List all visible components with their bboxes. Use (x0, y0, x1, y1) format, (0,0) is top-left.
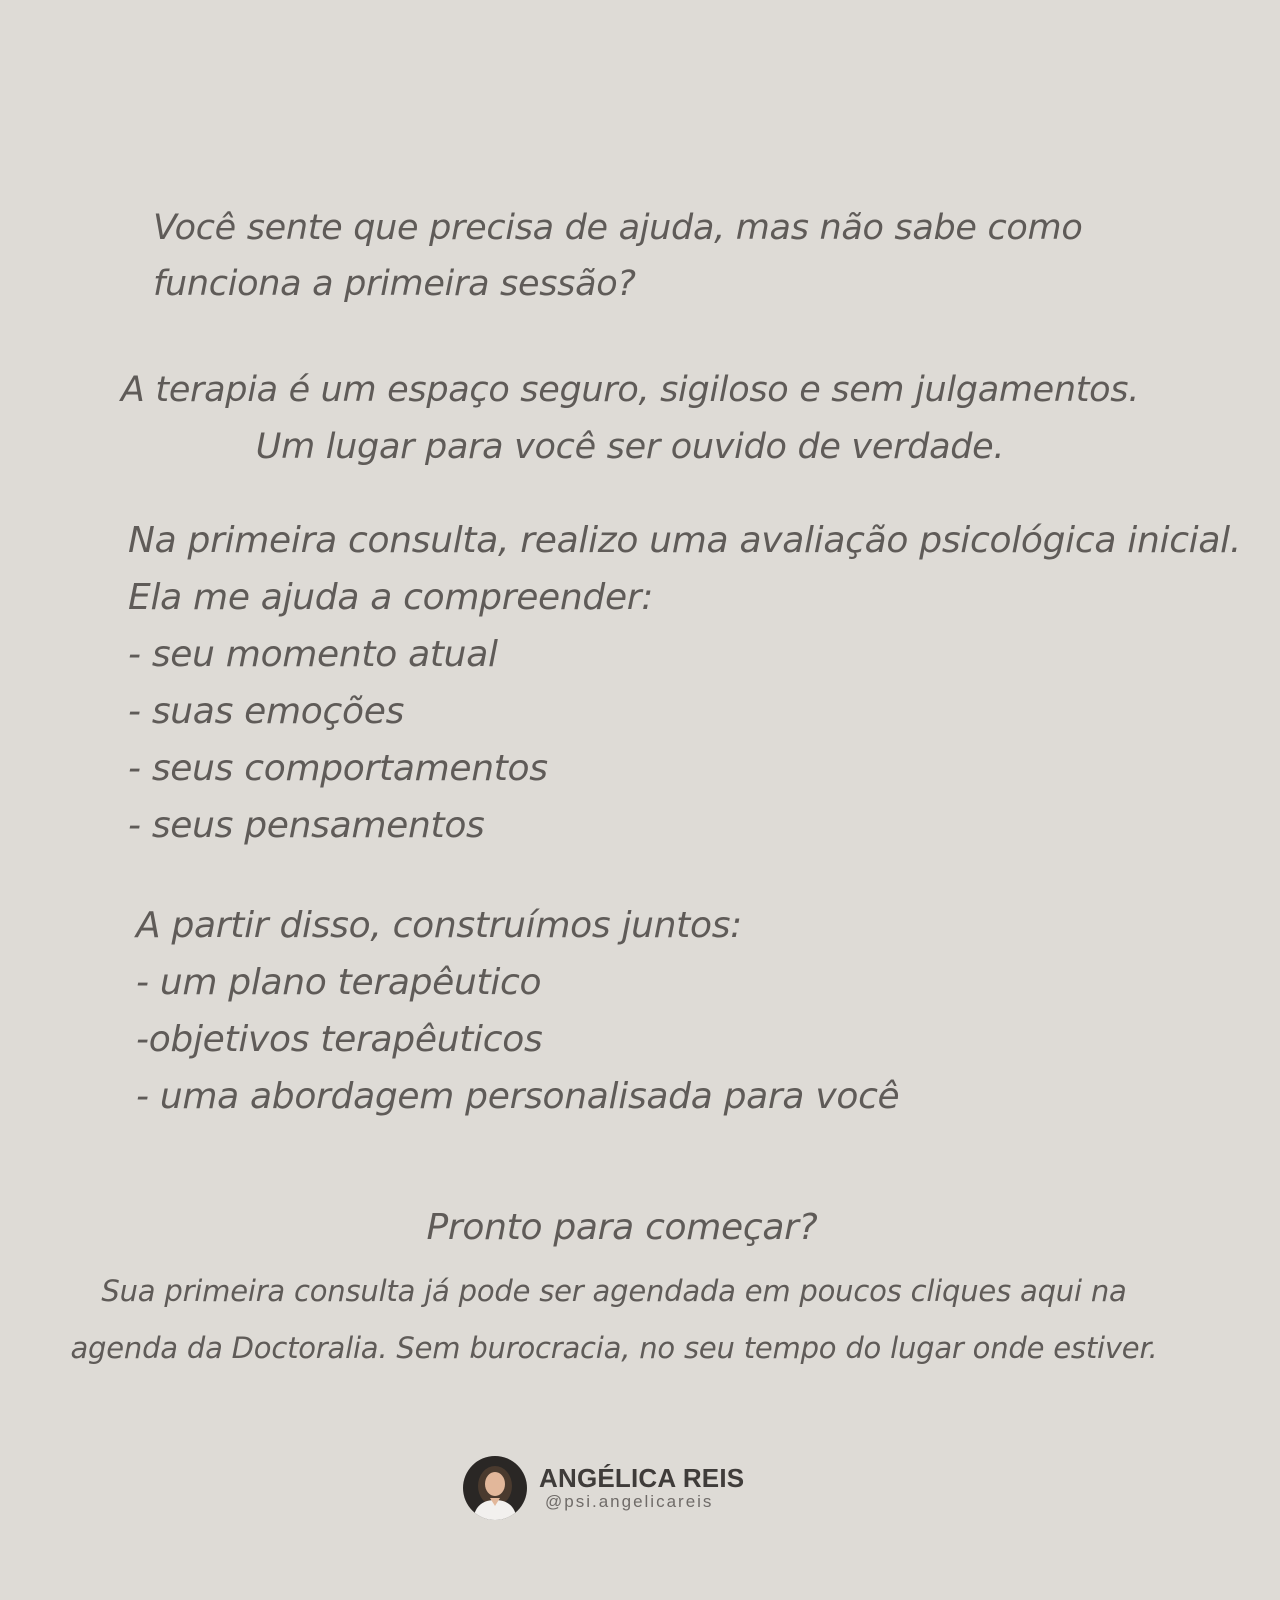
cta-title: Pronto para começar? (426, 1207, 818, 1248)
consultation-list-item: - suas emoções (128, 691, 405, 732)
consultation-list-item: - seus pensamentos (128, 805, 485, 846)
profile-signature (463, 1456, 744, 1520)
consultation-line: Ela me ajuda a compreender: (128, 577, 654, 618)
plan-section (136, 897, 899, 1125)
intro-question (153, 200, 1082, 312)
profile-names (539, 1464, 744, 1512)
cta-text (0, 1263, 1228, 1377)
intro-line: funciona a primeira sessão? (153, 264, 636, 304)
safe-space-line: Um lugar para você ser ouvido de verdade. (255, 427, 1005, 467)
plan-line: A partir disso, construímos juntos: (136, 905, 743, 946)
consultation-list-item: - seus comportamentos (128, 748, 548, 789)
profile-photo-icon (463, 1456, 527, 1520)
avatar (463, 1456, 527, 1520)
profile-handle: @psi.angelicareis (545, 1492, 714, 1511)
plan-list-item: - um plano terapêutico (136, 962, 542, 1003)
consultation-list-item: - seu momento atual (128, 634, 498, 675)
cta-line: Sua primeira consulta já pode ser agendada em poucos cliques aqui na (101, 1274, 1127, 1308)
safe-space-statement (0, 362, 1260, 476)
cta-line: agenda da Doctoralia. Sem burocracia, no seu tempo do lugar onde estiver. (70, 1331, 1158, 1365)
plan-list-item: -objetivos terapêuticos (136, 1019, 543, 1060)
intro-line: Você sente que precisa de ajuda, mas não sabe como (153, 208, 1083, 248)
safe-space-line: A terapia é um espaço seguro, sigiloso e sem julgamentos. (120, 370, 1140, 410)
plan-list-item: - uma abordagem personalisada para você (136, 1076, 900, 1117)
consultation-line: Na primeira consulta, realizo uma avaliação psicológica inicial. (128, 520, 1241, 561)
profile-name: ANGÉLICA REIS (539, 1463, 745, 1493)
consultation-section (128, 512, 1241, 854)
